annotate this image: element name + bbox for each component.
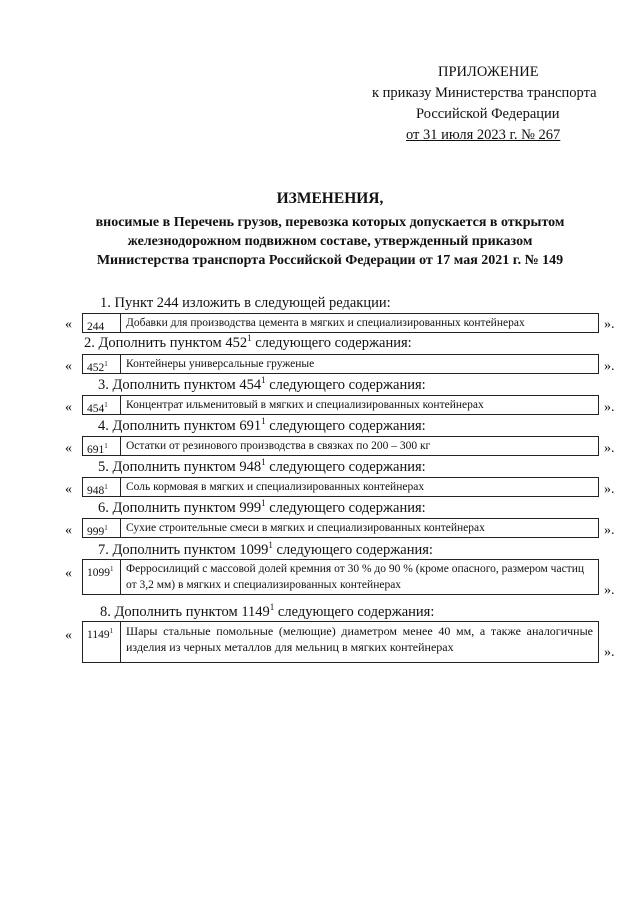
item-code: 1099$^1$ bbox=[83, 560, 121, 594]
item-heading: 2. Дополнить пунктом $452^1$ следующего содержания: bbox=[84, 333, 412, 351]
opening-quote: « bbox=[65, 628, 72, 643]
appendix-block bbox=[360, 62, 610, 146]
item-heading: 7. Дополнить пунктом 1099$^1$ следующего содержания: bbox=[98, 540, 433, 558]
item-description: Соль кормовая в мягких и специализированных контейнерах bbox=[126, 481, 425, 493]
table-row bbox=[82, 477, 599, 497]
closing-quote: ». bbox=[604, 482, 615, 497]
closing-quote: ». bbox=[604, 441, 615, 456]
closing-quote: ». bbox=[604, 645, 615, 660]
table-row bbox=[82, 621, 599, 663]
item-code: $452^1$ bbox=[83, 355, 121, 373]
heading-subtitle-line-1: вносимые в Перечень грузов, перевозка которых допускается в открытом bbox=[95, 215, 565, 230]
table-row bbox=[82, 436, 599, 456]
item-description: Шары стальные помольные (мелющие) диаметром менее 40 мм, а также аналогичные изделия из черных металлов для мельниц в мягких контейнерах bbox=[126, 624, 593, 654]
item-code: $454^1$ bbox=[83, 396, 121, 414]
item-code: $948^1$ bbox=[83, 478, 121, 496]
item-heading: 5. Дополнить пунктом $948^1$ следующего содержания: bbox=[98, 457, 426, 475]
item-heading: 3. Дополнить пунктом $454^1$ следующего содержания: bbox=[98, 375, 426, 393]
item-description: Добавки для производства цемента в мягких и специализированных контейнерах bbox=[126, 317, 525, 329]
table-row bbox=[82, 559, 599, 595]
item-description: Контейнеры универсальные груженые bbox=[126, 358, 315, 370]
opening-quote: « bbox=[65, 400, 72, 415]
item-description: Остатки от резинового производства в связках по 200 – 300 кг bbox=[126, 440, 431, 452]
heading-subtitle-line-3: Министерства транспорта Российской Федерации от 17 мая 2021 г. № 149 bbox=[96, 253, 564, 268]
appendix-date-line: от 31 июля 2023 г. № 267 bbox=[406, 127, 561, 143]
closing-quote: ». bbox=[604, 583, 615, 598]
item-heading: 4. Дополнить пунктом $691^1$ следующего содержания: bbox=[98, 416, 426, 434]
item-description: Концентрат ильменитовый в мягких и специализированных контейнерах bbox=[126, 399, 484, 411]
appendix-title: ПРИЛОЖЕНИЕ bbox=[438, 64, 539, 80]
item-description: Ферросилиций с массовой долей кремния от 30 % до 90 % (кроме опасного, размером частиц от 3,2 мм) в мягких и специализированных контейнерах bbox=[126, 563, 585, 591]
item-description: Сухие строительные смеси в мягких и специализированных контейнерах bbox=[126, 522, 485, 534]
appendix-order-line: к приказу Министерства транспорта bbox=[372, 85, 597, 101]
opening-quote: « bbox=[65, 441, 72, 456]
document-heading bbox=[60, 188, 600, 270]
item-heading: 6. Дополнить пунктом $999^1$ следующего содержания: bbox=[98, 498, 426, 516]
opening-quote: « bbox=[65, 482, 72, 497]
closing-quote: ». bbox=[604, 523, 615, 538]
item-code: 244 bbox=[83, 314, 121, 332]
item-code: $999^1$ bbox=[83, 519, 121, 537]
opening-quote: « bbox=[65, 566, 72, 581]
item-heading: 1. Пункт 244 изложить в следующей редакции: bbox=[100, 294, 391, 311]
opening-quote: « bbox=[65, 359, 72, 374]
table-row bbox=[82, 395, 599, 415]
table-row bbox=[82, 518, 599, 538]
item-code: 1149$^1$ bbox=[83, 622, 121, 662]
closing-quote: ». bbox=[604, 359, 615, 374]
heading-subtitle-line-2: железнодорожном подвижном составе, утвержденный приказом bbox=[127, 234, 533, 249]
appendix-country-line: Российской Федерации bbox=[416, 106, 560, 122]
closing-quote: ». bbox=[604, 400, 615, 415]
heading-title: ИЗМЕНЕНИЯ, bbox=[276, 190, 384, 207]
table-row bbox=[82, 313, 599, 333]
closing-quote: ». bbox=[604, 317, 615, 332]
opening-quote: « bbox=[65, 523, 72, 538]
item-heading: 8. Дополнить пунктом 1149$^1$ следующего содержания: bbox=[100, 602, 435, 620]
table-row bbox=[82, 354, 599, 374]
opening-quote: « bbox=[65, 317, 72, 332]
item-code: $691^1$ bbox=[83, 437, 121, 455]
